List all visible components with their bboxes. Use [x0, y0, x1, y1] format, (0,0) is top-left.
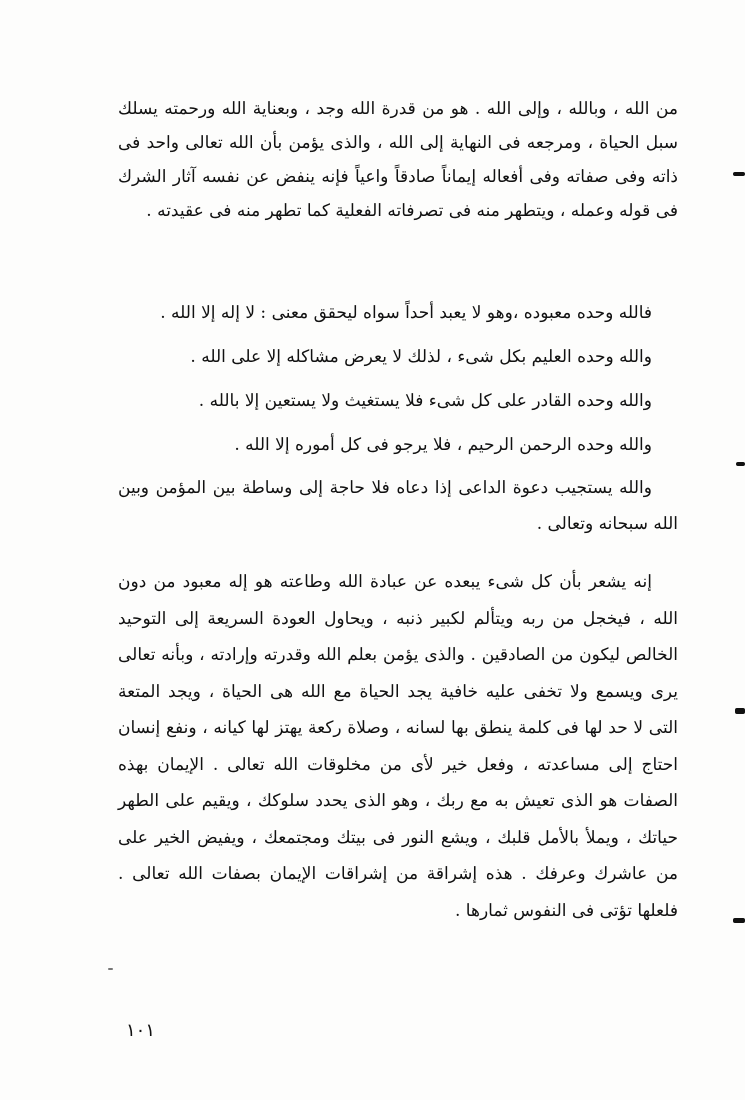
verse-line-2: والله وحده العليم بكل شىء ، لذلك لا يعرض مشاكله إلا على الله .	[190, 347, 652, 367]
paragraph-1: من الله ، وبالله ، وإلى الله . هو من قدرة الله وجد ، وبعناية الله ورحمته يسلك سبل الحياة ، ومرجعه فى النهاية إلى الله ، والذى يؤمن بأن الله تعالى واحد فى ذاته وفى صفاته وفى أفعاله إيماناً صادقاً واعياً فإنه ينفض عن نفسه آثار الشرك فى قوله وعمله ، ويتطهر منه فى تصرفاته الفعلية كما تطهر منه فى عقيدته .	[118, 99, 678, 221]
scan-speck	[108, 968, 113, 970]
page-number: ١٠١	[126, 1020, 156, 1041]
paragraph-7: إنه يشعر بأن كل شىء يبعده عن عبادة الله وطاعته هو إله معبود من دون الله ، فيخجل من ربه ويتألم لكبير ذنبه ، ويحاول العودة السريعة إلى التوحيد الخالص ليكون من الصادقين . والذى يؤمن بعلم الله وقدرته وإرادته ، وبأنه تعالى يرى ويسمع ولا تخفى عليه خافية يجد الحياة مع الله هى الحياة ، ويجد المتعة التى لا حد لها فى كلمة ينطق بها لسانه ، وصلاة ركعة يهتز لها كيانه ، ونفع إنسان احتاج إلى مساعدته ، وفعل خير لأى من مخلوقات الله تعالى . الإيمان بهذه الصفات هو الذى تعيش به مع ربك ، وهو الذى يحدد سلوكك ، ويقيم على الطهر حياتك ، ويملأ بالأمل قلبك ، ويشع النور فى بيتك ومجتمعك ، ويفيض الخير على من عاشرك وعرفك . هذه إشراقة من إشراقات الإيمان بصفات الله تعالى . فلعلها تؤتى فى النفوس ثمارها .	[118, 572, 678, 921]
verse-line-4: والله وحده الرحمن الرحيم ، فلا يرجو فى كل أموره إلا الله .	[234, 435, 652, 455]
paragraph-6: والله يستجيب دعوة الداعى إذا دعاه فلا حاجة إلى وساطة بين المؤمن وبين الله سبحانه وتعالى .	[118, 478, 678, 534]
binding-mark	[733, 172, 745, 176]
verse-line-1: فالله وحده معبوده ،وهو لا يعبد أحداً سواه ليحقق معنى : لا إله إلا الله .	[160, 303, 652, 323]
binding-mark	[733, 918, 745, 923]
verse-line-3: والله وحده القادر على كل شىء فلا يستغيث ولا يستعين إلا بالله .	[198, 391, 652, 411]
binding-mark	[736, 462, 745, 466]
binding-mark	[735, 708, 745, 714]
